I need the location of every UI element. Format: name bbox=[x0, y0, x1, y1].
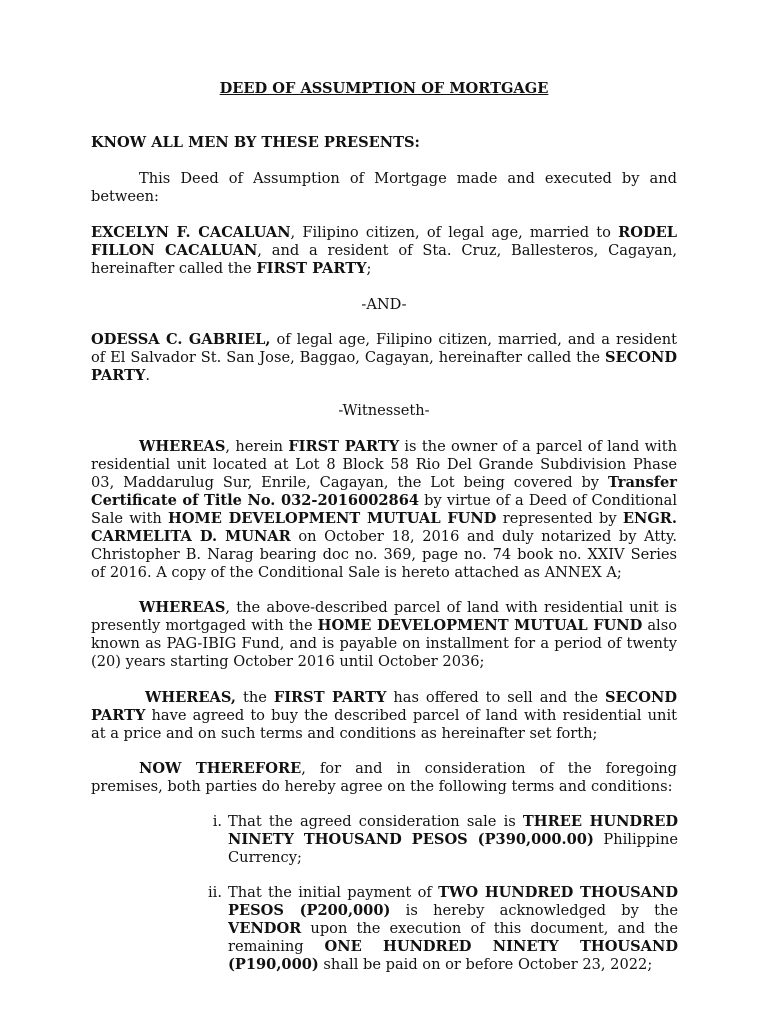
first-party-paragraph: EXCELYN F. CACALUAN, Filipino citizen, of legal age, married to RODEL FILLON CACALUAN, and a resident of Sta. Cruz, Ballesteros, Cagayan, hereinafter called the FIRST PARTY; bbox=[91, 224, 677, 277]
salutation bbox=[91, 134, 677, 152]
item-number: i. bbox=[212, 813, 222, 830]
now-therefore-paragraph: NOW THEREFORE, for and in consideration of the foregoing premises, both parties do hereby agree on the following terms and conditions: bbox=[91, 760, 677, 795]
intro-paragraph: This Deed of Assumption of Mortgage made and executed by and between: bbox=[91, 170, 677, 205]
and-separator: -AND- bbox=[361, 296, 407, 313]
condition-item-2: ii. That the initial payment of TWO HUNDRED THOUSAND PESOS (P200,000) is hereby acknowledged by the VENDOR upon the execution of this document, and the remaining ONE HUNDRED NINETY THOUSAND (P190,000) shall be paid on or before October 23, 2022; bbox=[228, 884, 678, 974]
document-title: DEED OF ASSUMPTION OF MORTGAGE bbox=[219, 80, 549, 97]
item-number: ii. bbox=[208, 884, 222, 901]
condition-item-1: i. That the agreed consideration sale is THREE HUNDRED NINETY THOUSAND PESOS (P390,000.00) Philippine Currency; bbox=[228, 813, 678, 867]
whereas-paragraph-1: WHEREAS, herein FIRST PARTY is the owner of a parcel of land with residential unit located at Lot 8 Block 58 Rio Del Grande Subdivision Phase 03, Maddarulug Sur, Enrile, Cagayan, the Lot being covered by Transfer Certificate of Title No. 032-2016002864 by virtue of a Deed of Conditional Sale with HOME DEVELOPMENT MUTUAL FUND represented by ENGR. CARMELITA D. MUNAR on October 18, 2016 and duly notarized by Atty. Christopher B. Narag bearing doc no. 369, page no. 74 book no. XXIV Series of 2016. A copy of the Conditional Sale is hereto attached as ANNEX A; bbox=[91, 438, 678, 581]
witnesseth-heading: -Witnesseth- bbox=[338, 402, 430, 419]
whereas-paragraph-3: WHEREAS, the FIRST PARTY has offered to sell and the SECOND PARTY have agreed to buy the described parcel of land with residential unit at a price and on such terms and conditions as hereinafter set forth; bbox=[91, 689, 677, 742]
second-party-paragraph: ODESSA C. GABRIEL, of legal age, Filipino citizen, married, and a resident of El Salvador St. San Jose, Baggao, Cagayan, hereinafter called the SECOND PARTY. bbox=[91, 331, 677, 384]
know-all-heading: KNOW ALL MEN BY THESE PRESENTS: bbox=[91, 134, 420, 151]
whereas-paragraph-2: WHEREAS, the above-described parcel of land with residential unit is presently mortgaged with the HOME DEVELOPMENT MUTUAL FUND also known as PAG-IBIG Fund, and is payable on installment for a period of twenty (20) years starting October 2016 until October 2036; bbox=[91, 599, 677, 670]
